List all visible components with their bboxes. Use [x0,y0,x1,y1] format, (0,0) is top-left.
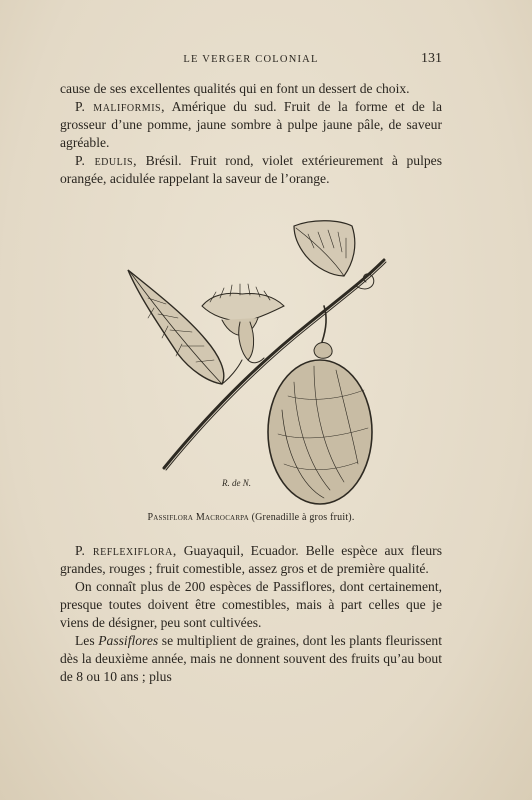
paragraph-text: Brésil. Fruit rond, violet extérieurement à pulpes orangée, acidulée rappelant la saveur de l’orange. [60,153,442,186]
paragraph-propagation [60,632,442,686]
page-header [60,52,442,70]
passiflora-engraving [118,214,398,508]
species-name: P. edulis, [75,153,138,168]
paragraph-species-count: On connaît plus de 200 espèces de Passiflores, dont certainement, presque toutes doivent être comestibles, mais à part celles que je viens de désigner, peu sont cultivées. [60,579,442,630]
running-title: LE VERGER COLONIAL [183,54,319,65]
paragraph-text: se multiplient de graines, dont les plants fleurissent dès la deuxième année, mais ne donnent souvent des fruits qu’au bout de 8 ou 10 ans ; plus [60,633,442,684]
italic-term: Passiflores [98,633,159,648]
species-name: P. reflexiflora, [75,543,177,558]
top-text-block [60,80,442,188]
illustrator-signature: R. de N. [222,478,251,488]
paragraph-continuation: cause de ses excellentes qualités qui en font un dessert de choix. [60,81,410,96]
caption-species: Passiflora Macrocarpa [147,512,249,523]
bottom-text-block [60,542,442,686]
species-name: P. maliformis, [75,99,165,114]
illustration [118,214,398,508]
page-number: 131 [421,51,442,66]
caption-common-name: (Grenadille à gros fruit). [248,512,355,523]
paragraph-edulis [60,152,442,188]
paragraph-reflexiflora [60,542,442,578]
paragraph-maliformis [60,98,442,152]
figure-caption [60,512,442,523]
paragraph-text: Amérique du sud. Fruit de la forme et de la grosseur d’une pomme, jaune sombre à pulpe jaune pâle, de saveur agréable. [60,99,442,150]
paragraph-text: Guayaquil, Ecuador. Belle espèce aux fleurs grandes, rouges ; fruit comestible, assez gros et de première qualité. [60,543,442,576]
paragraph-text: Les [75,633,99,648]
